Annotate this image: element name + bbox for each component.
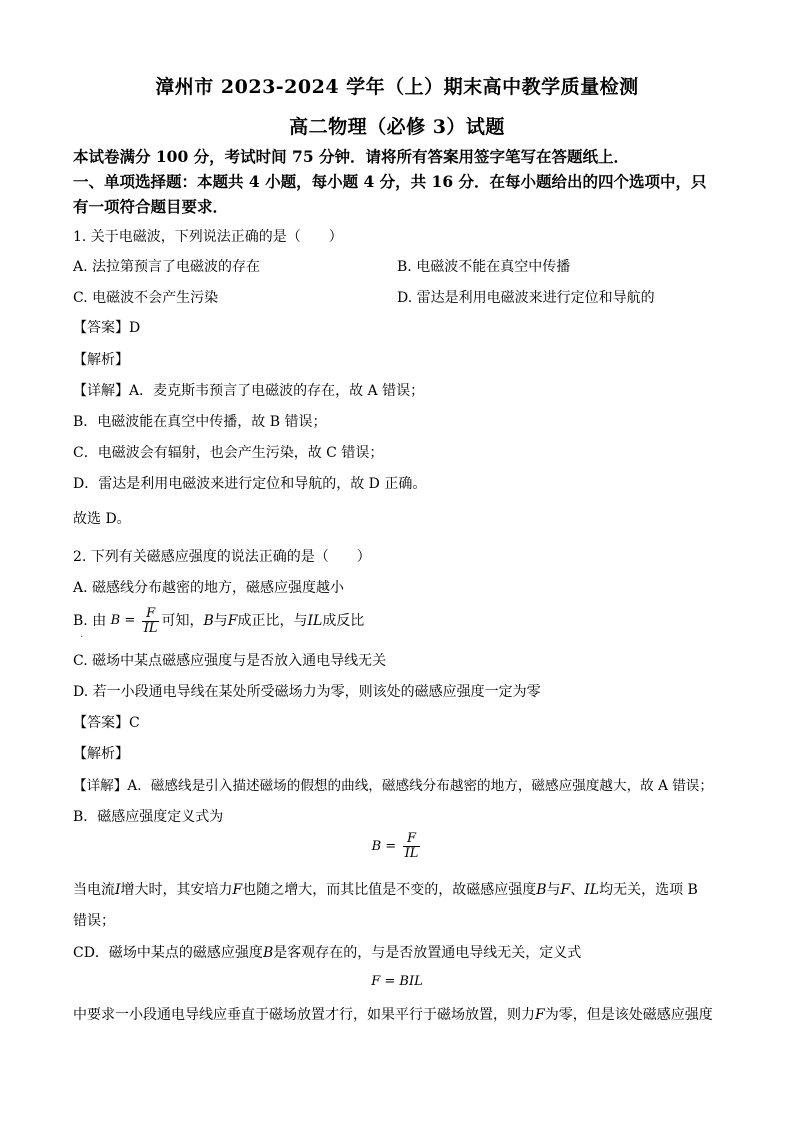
text: 增大时，其安培力 [120,882,233,898]
section-heading-line1: 一、单项选择题：本题共 4 小题，每小题 4 分，共 16 分．在每小题给出的四个选项中，只 [73,172,707,191]
text: 也随之增大，而其比值是不变的，故磁感应强度 [242,882,537,898]
text: 、 [570,882,585,898]
q1-option-c: C. 电磁波不会产生污染 [73,290,219,306]
q2-option-d: D. 若一小段通电导线在某处所受磁场力为零，则该处的磁感应强度一定为零 [73,684,541,700]
formula-lhs: B = [371,839,397,854]
q1-analysis-label: 【解析】 [73,352,129,368]
q2-option-b-lhs: B = [110,613,136,628]
fraction-denominator: IL [143,620,158,636]
q2-detail-cd-line1 [73,944,734,962]
text: 与 [546,882,561,898]
q2-option-b-text2: 与 [213,613,228,629]
exam-instructions: 本试卷满分 100 分，考试时间 75 分钟．请将所有答案用签字笔写在答题纸上． [73,147,630,166]
exam-title: 漳州市 2023-2024 学年（上）期末高中教学质量检测 [155,76,639,98]
var-b: B [536,882,547,898]
q1-detail-b: B．电磁波能在真空中传播，故 B 错误； [73,414,327,430]
q2-option-a: A. 磁感线分布越密的地方，磁感应强度越小 [73,580,345,596]
q1-conclusion: 故选 D。 [73,511,131,527]
formula-fraction [403,832,421,861]
q2-option-b-text4: 成反比 [322,613,365,629]
q2-option-b-prefix: B. 由 [73,613,107,629]
var-i: I [115,882,121,898]
text: 是客观存在的，与是否放置通电导线无关，定义式 [273,945,582,961]
var-b: B [262,945,274,961]
q2-option-b-text3: 成正比，与 [237,613,308,629]
fraction-numerator: F [403,832,421,847]
q1-detail-a: 【详解】A．麦克斯韦预言了电磁波的存在，故 A 错误； [73,383,425,399]
var-f: F [227,613,238,629]
q2-analysis-label: 【解析】 [73,746,129,762]
q2-detail-b-line2: 错误； [73,913,115,929]
formula-b-definition [0,832,794,872]
q2-detail-b-line1 [73,881,734,899]
var-f: F [560,882,571,898]
exam-subtitle: 高二物理（必修 3）试题 [289,116,505,138]
q2-answer: 【答案】C [73,715,140,731]
q2-option-b-text1: 可知， [161,613,204,629]
q1-option-a: A. 法拉第预言了电磁波的存在 [73,259,261,275]
q1-option-d: D. 雷达是利用电磁波来进行定位和导航的 [397,290,655,306]
q2-stem: 2. 下列有关磁感应强度的说法正确的是（ ） [73,549,371,565]
text: 中要求一小段通电导线应垂直于磁场放置才行，如果平行于磁场放置，则力 [73,1007,535,1023]
q1-answer: 【答案】D [73,320,141,336]
text: CD．磁场中某点的磁感应强度 [73,945,263,961]
q1-detail-d: D．雷达是利用电磁波来进行定位和导航的，故 D 正确。 [73,476,427,492]
q2-detail-cd-line2 [73,1006,734,1024]
section-heading-line2: 有一项符合题目要求． [73,197,229,216]
text: 均无关，选项 B [599,882,698,898]
q2-option-b-fraction [142,607,160,636]
var-f: F [535,1007,545,1023]
fraction-denominator: IL [404,846,419,861]
formula-f-bil: F = BIL [371,974,423,989]
q2-detail-a: 【详解】A．磁感线是引入描述磁场的假想的曲线，磁感线分布越密的地方，磁感应强度越大，故 A 错误； [73,778,713,794]
q2-option-b [73,604,734,638]
q1-stem: 1. 关于电磁波，下列说法正确的是（ ） [73,229,343,245]
q1-option-b: B. 电磁波不能在真空中传播 [397,259,571,275]
stray-dot-mark: · [80,632,84,643]
var-b: B [203,613,214,629]
fraction-numerator: F [142,607,160,622]
q2-option-c: C. 磁场中某点磁感应强度与是否放入通电导线无关 [73,653,387,669]
var-f: F [232,882,243,898]
text: 为零，但是该处磁感应强度 [544,1007,713,1023]
q2-detail-b-intro: B．磁感应强度定义式为 [73,809,224,825]
var-il: IL [584,882,600,898]
q1-detail-c: C．电磁波会有辐射，也会产生污染，故 C 错误； [73,445,384,461]
var-il: IL [307,613,323,629]
text: 当电流 [73,882,115,898]
